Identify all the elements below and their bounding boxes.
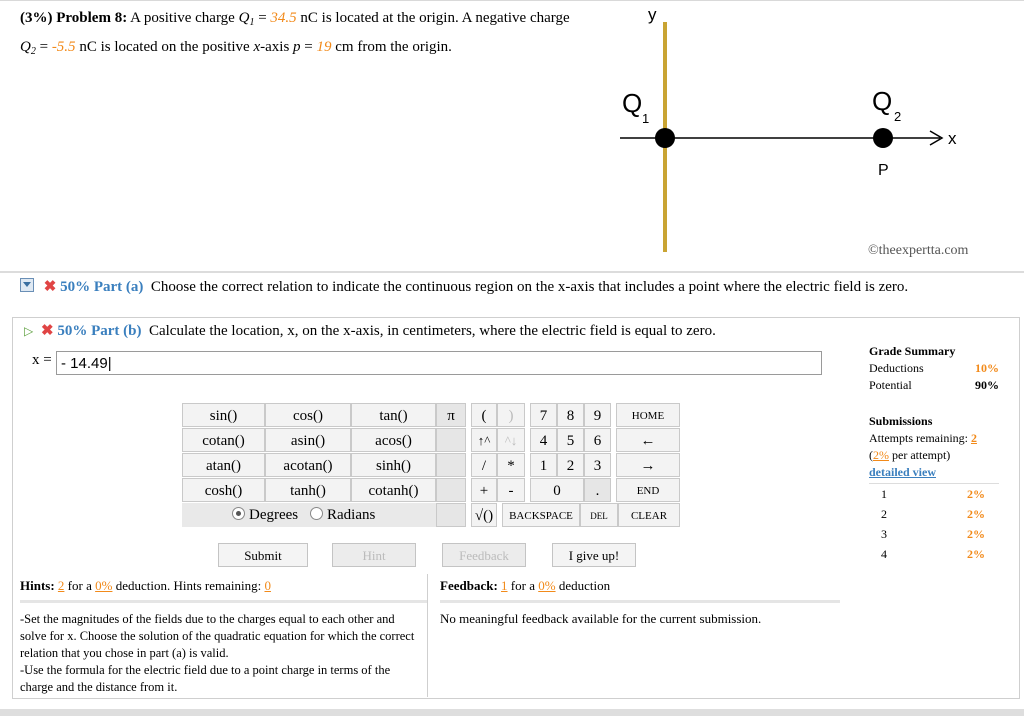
problem-text-5: cm from the origin. xyxy=(335,39,452,55)
hints-label: Hints: xyxy=(20,578,55,593)
q1-label-sub: 1 xyxy=(642,111,650,126)
hints-header xyxy=(12,574,427,594)
give-up-button[interactable]: I give up! xyxy=(552,543,636,567)
key-cotan[interactable]: cotan() xyxy=(182,428,265,452)
key-0[interactable]: 0 xyxy=(530,478,584,502)
key-asin[interactable]: asin() xyxy=(265,428,351,452)
key-left-paren[interactable]: ( xyxy=(471,403,497,427)
key-tanh[interactable]: tanh() xyxy=(265,478,351,502)
hints-remaining: 0 xyxy=(264,578,271,593)
key-atan[interactable]: atan() xyxy=(182,453,265,477)
key-acos[interactable]: acos() xyxy=(351,428,436,452)
radians-label: Radians xyxy=(327,507,376,523)
part-b-label: 50% Part (b) xyxy=(57,323,142,339)
part-a-text: Choose the correct relation to indicate the continuous region on the x-axis that includes a point where the electric field is zero. xyxy=(150,279,909,295)
key-right-arrow[interactable]: → xyxy=(616,453,680,477)
problem-text-2: nC is located at the origin. A negative charge xyxy=(300,10,570,26)
potential-label: Potential xyxy=(869,378,912,392)
p-value: 19 xyxy=(316,39,332,55)
problem-header: (3%) Problem 8: xyxy=(20,10,128,26)
submission-num: 4 xyxy=(881,547,887,561)
submission-pct: 2% xyxy=(967,507,985,521)
submission-pct: 2% xyxy=(967,547,985,561)
key-sin[interactable]: sin() xyxy=(182,403,265,427)
hint-button[interactable]: Hint xyxy=(332,543,416,567)
part-b-text: Calculate the location, x, on the x-axis, in centimeters, where the electric field is equal to zero. xyxy=(148,323,716,339)
submissions-title: Submissions xyxy=(869,414,933,428)
q2-label: Q xyxy=(872,86,893,116)
key-4[interactable]: 4 xyxy=(530,428,557,452)
hints-pct: 0% xyxy=(95,578,113,593)
key-cosh[interactable]: cosh() xyxy=(182,478,265,502)
key-blank-1 xyxy=(436,428,466,452)
submission-pct: 2% xyxy=(967,527,985,541)
answer-input[interactable] xyxy=(56,351,822,375)
y-axis-label: y xyxy=(648,5,657,24)
key-1[interactable]: 1 xyxy=(530,453,557,477)
feedback-count: 1 xyxy=(501,578,508,593)
per-attempt-pct: 2% xyxy=(873,448,889,462)
q1-symbol: Q xyxy=(238,10,250,26)
incorrect-x-icon-b: ✖ xyxy=(40,323,54,339)
q1-subscript: 1 xyxy=(249,17,255,28)
key-sinh[interactable]: sinh() xyxy=(351,453,436,477)
deductions-value: 10% xyxy=(975,361,999,375)
detailed-view-link[interactable]: detailed view xyxy=(869,465,936,479)
degrees-option[interactable] xyxy=(232,504,298,526)
feedback-text: No meaningful feedback available for the current submission. xyxy=(440,611,762,626)
potential-row xyxy=(869,377,999,394)
key-right-paren[interactable]: ) xyxy=(497,403,525,427)
key-blank-3 xyxy=(436,478,466,502)
q1-value: 34.5 xyxy=(270,10,297,26)
p-symbol: p xyxy=(293,39,301,55)
key-sqrt[interactable]: √() xyxy=(471,503,497,527)
submission-num: 2 xyxy=(881,507,887,521)
part-a-row[interactable] xyxy=(20,276,1010,298)
q2-symbol: Q xyxy=(20,39,31,55)
grade-summary-title: Grade Summary xyxy=(869,344,956,358)
key-end[interactable]: END xyxy=(616,478,680,502)
key-dot[interactable]: . xyxy=(584,478,611,502)
key-9[interactable]: 9 xyxy=(584,403,611,427)
charge-diagram xyxy=(600,0,1020,268)
current-part-icon: ▷ xyxy=(24,324,34,338)
submit-button[interactable]: Submit xyxy=(218,543,308,567)
expand-icon[interactable] xyxy=(20,278,34,292)
key-multiply[interactable]: * xyxy=(497,453,525,477)
key-pi[interactable]: π xyxy=(436,403,466,427)
equals-1: = xyxy=(258,10,267,26)
key-home[interactable]: HOME xyxy=(616,403,680,427)
problem-text-1: A positive charge xyxy=(130,10,235,26)
key-down[interactable]: ^↓ xyxy=(497,428,525,452)
text-cursor: | xyxy=(107,355,112,372)
problem-figure xyxy=(600,0,1020,268)
feedback-pct: 0% xyxy=(538,578,556,593)
q2-label-sub: 2 xyxy=(894,109,902,124)
section-divider xyxy=(0,271,1024,273)
key-cos[interactable]: cos() xyxy=(265,403,351,427)
bottom-bar xyxy=(0,709,1024,716)
submission-num: 1 xyxy=(881,487,887,501)
problem-text-4: -axis xyxy=(260,39,290,55)
hints-count: 2 xyxy=(57,578,65,593)
key-tan[interactable]: tan() xyxy=(351,403,436,427)
answer-label: x = xyxy=(32,352,52,368)
p-label: P xyxy=(878,162,889,179)
attempts-label: Attempts remaining: xyxy=(869,431,968,445)
feedback-label: Feedback: xyxy=(440,578,498,593)
key-cotanh[interactable]: cotanh() xyxy=(351,478,436,502)
feedback-panel xyxy=(440,574,840,627)
hints-deduction: deduction. Hints remaining: xyxy=(115,578,262,593)
key-2[interactable]: 2 xyxy=(557,453,584,477)
deductions-row xyxy=(869,360,999,377)
key-minus[interactable]: - xyxy=(497,478,525,502)
key-8[interactable]: 8 xyxy=(557,403,584,427)
key-7[interactable]: 7 xyxy=(530,403,557,427)
q2-subscript: 2 xyxy=(30,46,36,57)
degrees-radio[interactable] xyxy=(232,507,245,520)
deductions-label: Deductions xyxy=(869,361,924,375)
submission-row xyxy=(869,504,999,524)
key-backspace[interactable]: BACKSPACE xyxy=(502,503,580,527)
key-up[interactable]: ↑^ xyxy=(471,428,497,452)
hints-panel xyxy=(12,574,428,697)
key-blank-2 xyxy=(436,453,466,477)
feedback-deduction: deduction xyxy=(558,578,611,593)
key-5[interactable]: 5 xyxy=(557,428,584,452)
hints-text: -Set the magnitudes of the fields due to the charges equal to each other and solve for x. Choose the solution of the quadratic equation for which the correct relation that you chose in part (a) is valid. -Use the formula for the electric field due to a point charge in terms of the charge and the distance from it. xyxy=(20,612,415,694)
feedback-button[interactable]: Feedback xyxy=(442,543,526,567)
problem-text-3: nC is located on the positive xyxy=(79,39,250,55)
key-del[interactable]: DEL xyxy=(580,503,618,527)
degrees-label: Degrees xyxy=(249,507,299,523)
q1-label: Q xyxy=(622,88,643,118)
answer-value: - 14.49 xyxy=(61,355,108,372)
submission-num: 3 xyxy=(881,527,887,541)
submission-row xyxy=(869,484,999,504)
watermark: ©theexpertta.com xyxy=(868,243,969,258)
key-3[interactable]: 3 xyxy=(584,453,611,477)
per-attempt-text: per attempt) xyxy=(892,448,951,462)
key-blank-4 xyxy=(436,503,466,527)
key-plus[interactable]: + xyxy=(471,478,497,502)
part-b-row xyxy=(24,320,824,342)
key-6[interactable]: 6 xyxy=(584,428,611,452)
q1-charge xyxy=(655,128,675,148)
problem-statement xyxy=(20,6,580,64)
key-clear[interactable]: CLEAR xyxy=(618,503,680,527)
radians-option[interactable] xyxy=(310,504,375,526)
key-left-arrow[interactable]: ← xyxy=(616,428,680,452)
feedback-header xyxy=(440,574,840,594)
incorrect-x-icon: ✖ xyxy=(43,279,57,295)
potential-value: 90% xyxy=(975,378,999,392)
feedback-for-a: for a xyxy=(510,578,535,593)
key-acotan[interactable]: acotan() xyxy=(265,453,351,477)
equals-3: = xyxy=(304,39,313,55)
x-axis-symbol: x xyxy=(253,39,261,55)
hints-for-a: for a xyxy=(67,578,92,593)
attempts-value: 2 xyxy=(970,431,977,445)
submission-row xyxy=(869,544,999,564)
part-a-label: 50% Part (a) xyxy=(60,279,144,295)
q2-value: -5.5 xyxy=(51,39,76,55)
per-attempt: (2% per attempt) xyxy=(869,448,951,462)
attempts-remaining xyxy=(869,430,999,447)
q2-charge xyxy=(873,128,893,148)
grade-summary xyxy=(869,343,999,564)
submission-row xyxy=(869,524,999,544)
key-divide[interactable]: / xyxy=(471,453,497,477)
radians-radio[interactable] xyxy=(310,507,323,520)
angle-mode-group xyxy=(182,503,436,527)
x-axis-label: x xyxy=(948,129,957,148)
equals-2: = xyxy=(39,39,49,55)
submission-pct: 2% xyxy=(967,487,985,501)
